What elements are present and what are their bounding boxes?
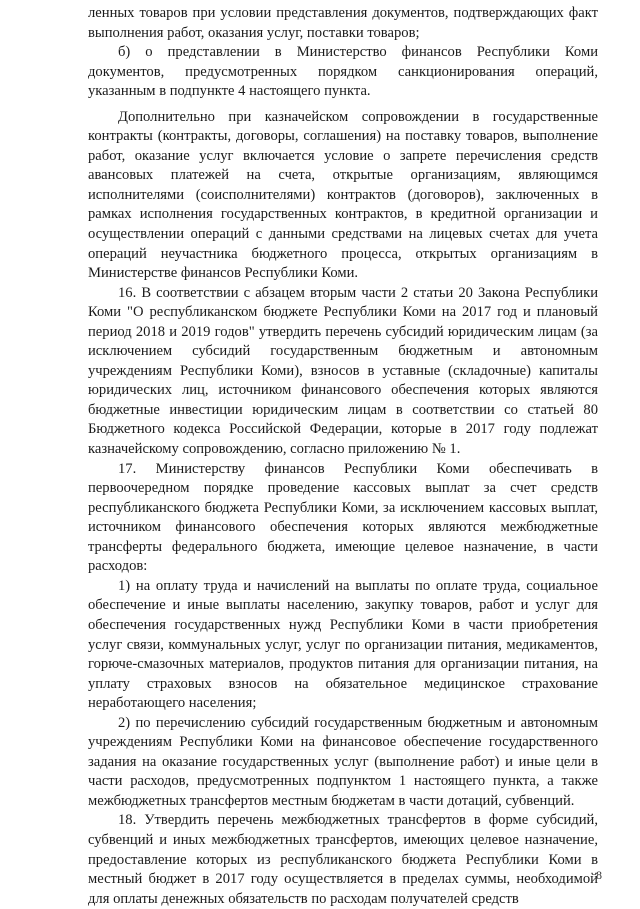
page-number: 8 (596, 868, 602, 882)
paragraph-item-17-sub-1: 1) на оплату труда и начислений на выплаты по оплате труда, социальное обеспечение и иные выплаты населению, закупку товаров, работ и услуг для обеспечения государственных нужд Республики Коми в части приобретения услуг связи, коммунальных услуг, услуг по организации питания, медикаментов, горюче-смазочных материалов, продуктов питания для организации питания, на уплату страховых взносов на обязательное медицинское страхование неработающего населения; (88, 577, 598, 712)
paragraph-item-18: 18. Утвердить перечень межбюджетных трансфертов в форме субсидий, субвенций и иных межбюджетных трансфертов, имеющих целевое назначение, предоставление которых из республиканского бюджета Республики Коми в местный бюджет в 2017 году осуществляется в пределах суммы, необходимой для оплаты денежных обязательств по расходам получателей средств (88, 812, 598, 907)
paragraph-subitem-b: б) о представлении в Министерство финансов Республики Коми документов, предусмотренных порядком санкционирования операций, указанным в подпункте 4 настоящего пункта. (88, 44, 598, 100)
paragraph-item-16: 16. В соответствии с абзацем вторым части 2 статьи 20 Закона Республики Коми "О республиканском бюджете Республики Коми на 2017 год и плановый период 2018 и 2019 годов" утвердить перечень субсидий юридическим лицам (за исключением субсидий государственным бюджетным и автономным учреждениям Республики Коми), взносов в уставные (складочные) капиталы юридических лиц, источником финансового обеспечения которых являются бюджетные инвестиции юридическим лицам в соответствии со статьей 80 Бюджетного кодекса Российской Федерации, которые в 2017 году подлежат казначейскому сопровождению, согласно приложению № 1. (88, 284, 598, 458)
document-page (88, 4, 598, 909)
paragraph-item-17: 17. Министерству финансов Республики Коми обеспечивать в первоочередном порядке проведение кассовых выплат за счет средств республиканского бюджета Республики Коми, за исключением кассовых выплат, источником финансового обеспечения которых являются межбюджетные трансферты федерального бюджета, имеющие целевое назначение, в части расходов: (88, 460, 598, 575)
paragraph-continuation: ленных товаров при условии представления документов, подтверждающих факт выполнения работ, оказания услуг, поставки товаров; (88, 5, 598, 41)
paragraph-treasury-support: Дополнительно при казначейском сопровождении в государственные контракты (контракты, договоры, соглашения) на поставку товаров, выполнение работ, оказание услуг включается условие о запрете перечисления средств авансовых платежей на счета, открытые организациям, являющимся исполнителями (соисполнителями) контрактов (договоров), заключенных в рамках исполнения государственных контрактов, в кредитной организации и осуществлении операций с данными средствами на лицевых счетах для учета операций неучастника бюджетного процесса, открытых организациям в Министерстве финансов Республики Коми. (88, 108, 598, 282)
paragraph-item-17-sub-2: 2) по перечислению субсидий государственным бюджетным и автономным учреждениям Республики Коми на финансовое обеспечение государственного задания на оказание государственных услуг (выполнение работ) и иные цели в части расходов, предусмотренных подпунктом 1 настоящего пункта, а также межбюджетных трансфертов местным бюджетам в части дотаций, субвенций. (88, 714, 598, 809)
